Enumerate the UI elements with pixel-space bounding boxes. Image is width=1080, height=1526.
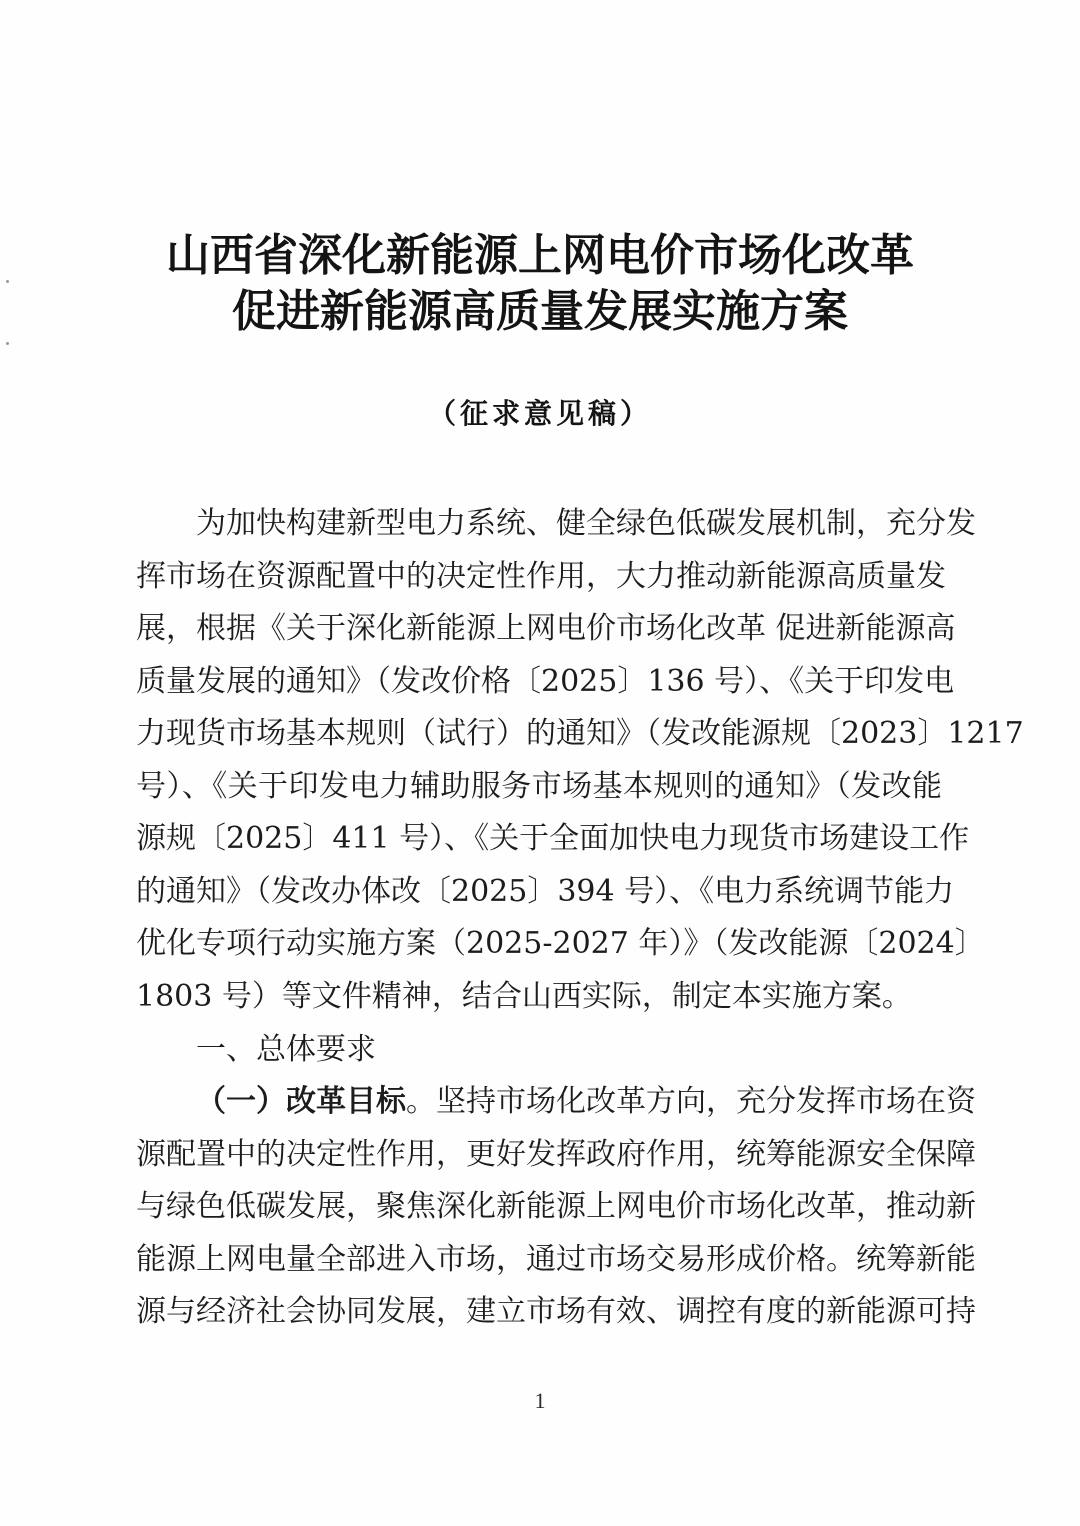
- subsection-line: [196, 1076, 976, 1128]
- subsection-line: 能源上网电量全部进入市场，通过市场交易形成价格。统筹新能: [136, 1242, 976, 1277]
- document-title-line-2: 促进新能源高质量发展实施方案: [232, 286, 848, 337]
- preamble-line: 力现货市场基本规则（试行）的通知》（发改能源规〔2023〕1217: [136, 716, 1024, 751]
- preamble-line: 为加快构建新型电力系统、健全绿色低碳发展机制，充分发: [196, 506, 976, 541]
- preamble-line: 展，根据《关于深化新能源上网电价市场化改革 促进新能源高: [136, 611, 956, 646]
- preamble-line: 1803 号）等文件精神，结合山西实际，制定本实施方案。: [136, 979, 912, 1014]
- document-title-line-1: 山西省深化新能源上网电价市场化改革: [166, 230, 914, 281]
- preamble-line: 源规〔2025〕411 号）、《关于全面加快电力现货市场建设工作: [136, 821, 970, 856]
- subsection-lead: （一）改革目标: [196, 1084, 406, 1119]
- preamble-line: 挥市场在资源配置中的决定性作用，大力推动新能源高质量发: [136, 559, 946, 594]
- section-heading: 一、总体要求: [196, 1032, 376, 1067]
- preamble-line: 的通知》（发改办体改〔2025〕394 号）、《电力系统调节能力: [136, 874, 955, 909]
- scan-artifact: [6, 342, 9, 345]
- document-subtitle: （征求意见稿）: [427, 397, 652, 430]
- subsection-line-text: 。坚持市场化改革方向，充分发挥市场在资: [406, 1084, 976, 1119]
- preamble-line: 优化专项行动实施方案（2025-2027 年）》（发改能源〔2024〕: [136, 926, 985, 961]
- preamble-line: 号）、《关于印发电力辅助服务市场基本规则的通知》（发改能: [136, 769, 942, 804]
- subsection-line: 源与经济社会协同发展，建立市场有效、调控有度的新能源可持: [136, 1294, 976, 1329]
- page-number: 1: [534, 1388, 546, 1413]
- subsection-line: 源配置中的决定性作用，更好发挥政府作用，统筹能源安全保障: [136, 1137, 976, 1172]
- preamble-line: 质量发展的通知》（发改价格〔2025〕136 号）、《关于印发电: [136, 664, 955, 699]
- subsection-line: 与绿色低碳发展，聚焦深化新能源上网电价市场化改革，推动新: [136, 1189, 976, 1224]
